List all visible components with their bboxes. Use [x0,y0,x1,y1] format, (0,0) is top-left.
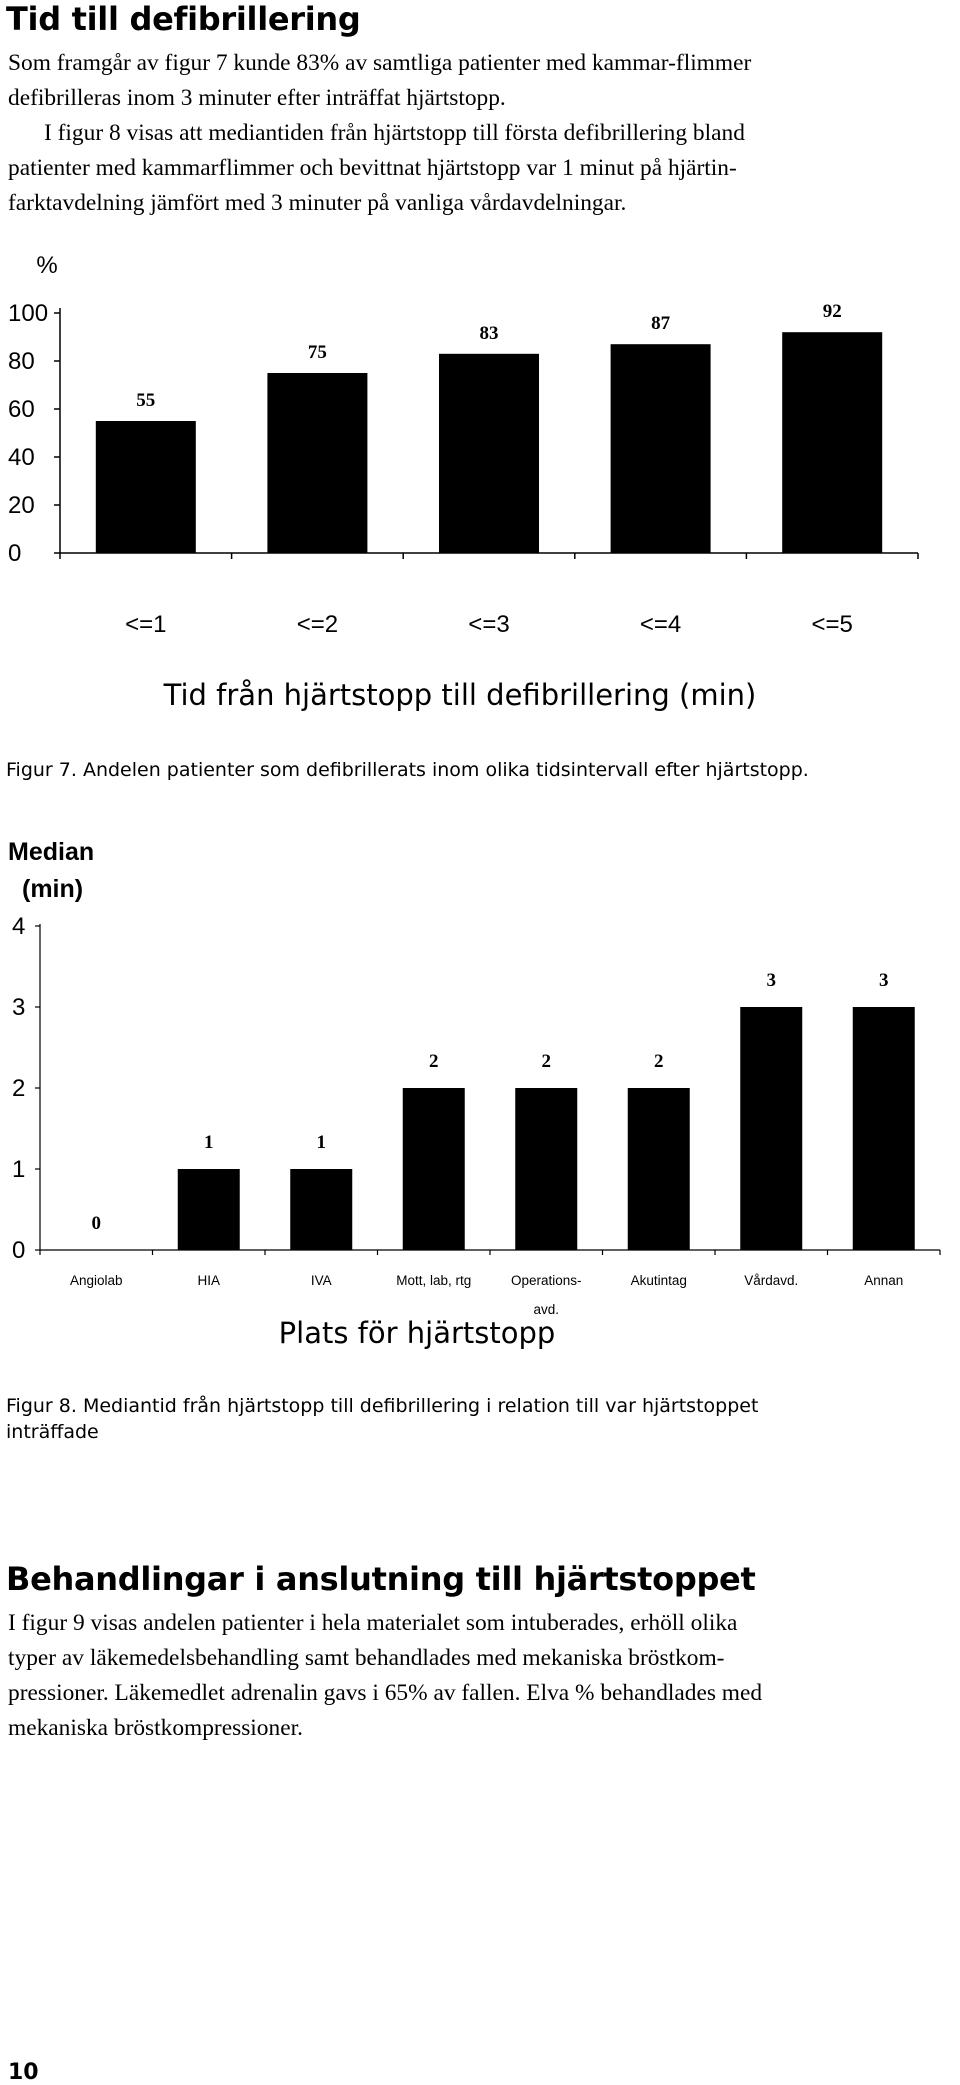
data-label: 92 [822,301,842,323]
x-tick-label: Annan [864,1273,904,1288]
y-axis-label: % [36,252,58,279]
text-line: typer av läkemedelsbehandling samt behandlades med mekaniska bröstkom- [8,1645,725,1671]
text-line: farktavdelning jämfört med 3 minuter på vanliga vårdavdelningar. [8,190,627,216]
treatments-paragraph [8,1606,953,1746]
data-label: 3 [879,970,889,991]
x-tick-label: HIA [197,1273,221,1288]
intro-paragraph [8,46,953,221]
y-axis-label: Median [8,838,95,866]
data-label: 83 [479,322,499,344]
text-line: patienter med kammarflimmer och bevittnat hjärtstopp var 1 minut på hjärtin- [8,155,737,181]
x-axis-label: Plats för hjärtstopp [278,1316,556,1350]
x-tick-label: IVA [310,1273,332,1288]
data-label: 3 [766,970,776,991]
data-label: 1 [316,1132,326,1153]
bar [515,1088,577,1250]
y-tick-label: 1 [12,1156,26,1183]
data-label: 75 [307,342,327,363]
x-tick-label: Mott, lab, rtg [396,1273,472,1288]
y-tick-label: 0 [12,1237,26,1264]
bar [267,373,367,553]
figure-7-bar-chart [0,240,960,760]
x-tick-label: <=1 [125,611,167,638]
data-label: 2 [654,1051,664,1072]
page-number: 10 [8,2060,39,2085]
bar [782,332,882,553]
y-tick-label: 60 [8,396,35,423]
x-axis-label: Tid från hjärtstopp till defibrillering (min) [163,678,757,712]
bar [611,344,711,553]
text-line: pressioner. Läkemedlet adrenalin gavs i 65% av fallen. Elva % behandlades med [8,1680,763,1706]
text-line: I figur 8 visas att mediantiden från hjärtstopp till första defibrillering bland [44,120,745,146]
data-label: 2 [541,1051,551,1072]
text-line: defibrilleras inom 3 minuter efter inträffat hjärtstopp. [8,85,506,111]
data-label: 55 [136,390,156,411]
y-tick-label: 20 [8,492,35,519]
x-tick-label: Akutintag [630,1273,687,1288]
y-tick-label: 100 [8,300,49,327]
figure-7-caption: Figur 7. Andelen patienter som defibrillerats inom olika tidsintervall efter hjärtstopp. [6,759,809,781]
bar [628,1088,690,1250]
y-tick-label: 3 [12,994,26,1021]
data-label: 0 [91,1213,101,1234]
y-tick-label: 0 [8,540,22,567]
x-tick-label: Angiolab [69,1273,123,1288]
figure-8-bar-chart [0,830,960,1370]
x-tick-label: <=5 [811,611,853,638]
data-label: 1 [204,1132,214,1153]
bar [290,1169,352,1250]
text-line: mekaniska bröstkompressioner. [8,1715,303,1741]
bar [853,1007,915,1250]
x-tick-label: <=4 [639,611,682,638]
figure-8-caption [6,1393,906,1445]
caption-line: inträffade [6,1421,99,1443]
y-tick-label: 4 [12,913,26,940]
bar [403,1088,465,1250]
bar [439,354,539,553]
x-tick-label-continued: avd. [533,1302,560,1317]
section-heading-treatments: Behandlingar i anslutning till hjärtstoppet [6,1560,756,1598]
data-label: 2 [429,1051,439,1072]
y-axis-label: (min) [22,875,84,903]
text-line: Som framgår av figur 7 kunde 83% av samtliga patienter med kammar-flimmer [8,50,752,76]
x-tick-label: <=3 [468,611,510,638]
y-tick-label: 2 [12,1075,26,1102]
y-tick-label: 40 [8,444,35,471]
bar [740,1007,802,1250]
bar [96,421,196,553]
bar [178,1169,240,1250]
text-line: I figur 9 visas andelen patienter i hela materialet som intuberades, erhöll olika [8,1610,738,1636]
x-tick-label: <=2 [296,611,339,638]
data-label: 87 [651,313,671,335]
x-tick-label: Vårdavd. [744,1273,799,1288]
caption-line: Figur 8. Mediantid från hjärtstopp till defibrillering i relation till var hjärtstoppet [6,1395,759,1417]
section-heading-defibrillation: Tid till defibrillering [6,0,361,38]
y-tick-label: 80 [8,348,35,375]
x-tick-label: Operations- [510,1273,582,1288]
